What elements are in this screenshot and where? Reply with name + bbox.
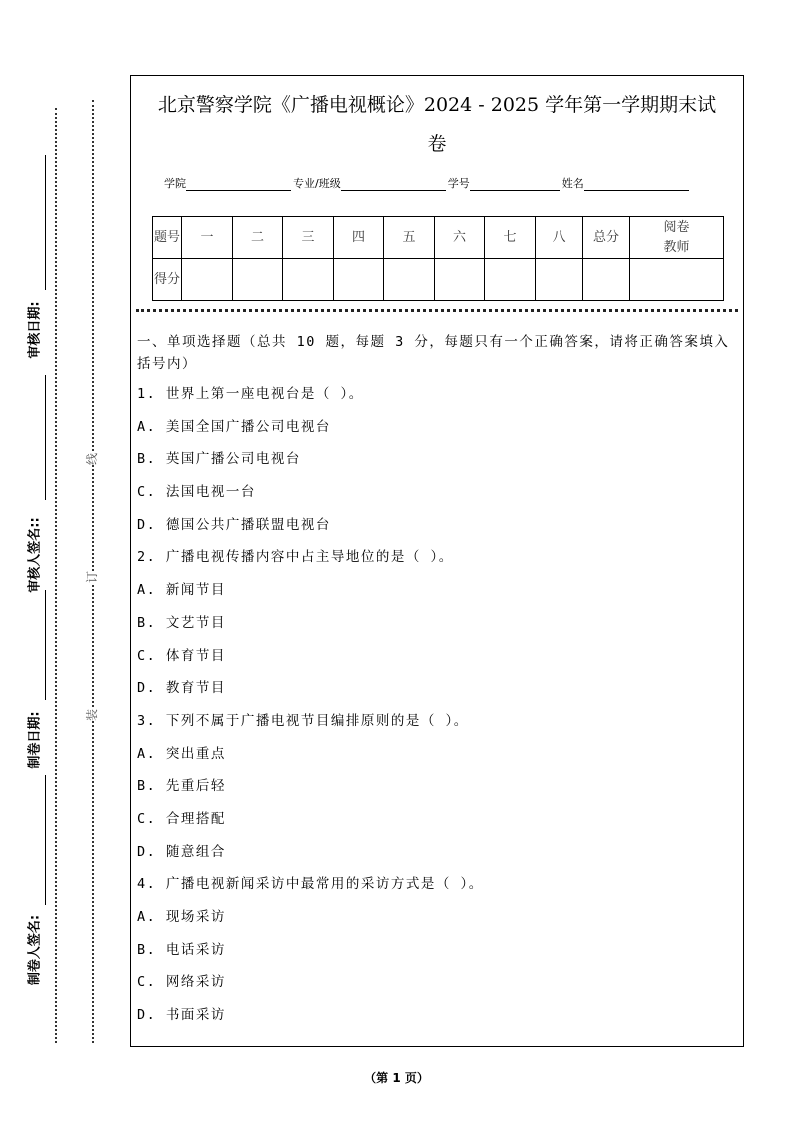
cut-mark-staple: 装 (85, 708, 100, 722)
reviewer-signature-label: 审核人签名:: (27, 517, 43, 593)
separator (136, 309, 738, 312)
signature-line (45, 590, 46, 700)
col-header: 二 (233, 217, 283, 259)
option: A. 新闻节目 (137, 582, 226, 599)
signature-line (45, 155, 46, 290)
page-number: （第 1 页） (364, 1071, 429, 1085)
prep-date-label: 制卷日期: (27, 711, 43, 769)
exam-title: 北京警察学院《广播电视概论》2024 - 2025 学年第一学期期末试 (157, 94, 717, 116)
option: C. 法国电视一台 (137, 484, 256, 501)
option: D. 书面采访 (137, 1007, 226, 1024)
score-cell[interactable] (485, 259, 536, 301)
col-header: 七 (485, 217, 536, 259)
score-cell[interactable] (435, 259, 485, 301)
option: C. 体育节目 (137, 647, 226, 664)
score-cell[interactable] (233, 259, 283, 301)
option: D. 教育节目 (137, 680, 226, 697)
option: D. 随意组合 (137, 843, 226, 860)
college-field[interactable] (186, 178, 291, 191)
col-header: 总分 (583, 217, 630, 259)
signature-line (45, 775, 46, 905)
question: 3. 下列不属于广播电视节目编排原则的是（ ）。 (137, 712, 469, 729)
col-header: 一 (182, 217, 233, 259)
name-label: 姓名 (561, 177, 584, 190)
preparer-signature-label: 制卷人签名: (27, 914, 43, 986)
section-heading: 一、单项选择题（总共 10 题，每题 3 分，每题只有一个正确答案，请将正确答案填入括号内） (137, 334, 730, 372)
score-cell[interactable] (334, 259, 384, 301)
col-header: 八 (536, 217, 583, 259)
major-label: 专业/班级 (293, 177, 341, 190)
exam-title-cont: 卷 (427, 133, 447, 155)
score-cell[interactable] (283, 259, 334, 301)
question: 2. 广播电视传播内容中占主导地位的是（ ）。 (137, 549, 454, 566)
option: B. 电话采访 (137, 941, 226, 958)
option: B. 文艺节目 (137, 614, 226, 631)
score-cell[interactable] (583, 259, 630, 301)
exam-frame (130, 75, 744, 1047)
col-header: 四 (334, 217, 384, 259)
option: D. 德国公共广播联盟电视台 (137, 516, 331, 533)
option: A. 美国全国广播公司电视台 (137, 418, 331, 435)
row-label: 得分 (153, 259, 182, 301)
student-info (164, 175, 691, 191)
questions (137, 331, 737, 1038)
col-header: 五 (384, 217, 435, 259)
score-table (152, 216, 724, 301)
row-label: 题号 (153, 217, 182, 259)
col-header-grader: 阅卷教师 (630, 217, 724, 259)
col-header: 三 (283, 217, 334, 259)
option: A. 现场采访 (137, 909, 226, 925)
option: C. 合理搭配 (137, 810, 226, 827)
score-cell[interactable] (182, 259, 233, 301)
review-date-label: 审核日期: (27, 301, 43, 359)
option: C. 网络采访 (137, 974, 226, 991)
id-label: 学号 (447, 177, 470, 190)
cut-mark-bind: 订 (85, 570, 100, 584)
score-cell[interactable] (630, 259, 724, 301)
id-field[interactable] (470, 178, 560, 191)
cut-mark-line: 线 (85, 452, 100, 466)
signature-line (45, 375, 46, 500)
score-cell[interactable] (536, 259, 583, 301)
dotted-line (55, 108, 57, 1043)
option: B. 先重后轻 (137, 778, 226, 795)
college-label: 学院 (164, 177, 186, 190)
score-cell[interactable] (384, 259, 435, 301)
major-field[interactable] (341, 178, 446, 191)
question: 4. 广播电视新闻采访中最常用的采访方式是（ ）。 (137, 876, 484, 893)
col-header: 六 (435, 217, 485, 259)
name-field[interactable] (584, 178, 689, 191)
option: B. 英国广播公司电视台 (137, 451, 301, 468)
option: A. 突出重点 (137, 745, 226, 762)
question: 1. 世界上第一座电视台是（ ）。 (137, 386, 364, 402)
